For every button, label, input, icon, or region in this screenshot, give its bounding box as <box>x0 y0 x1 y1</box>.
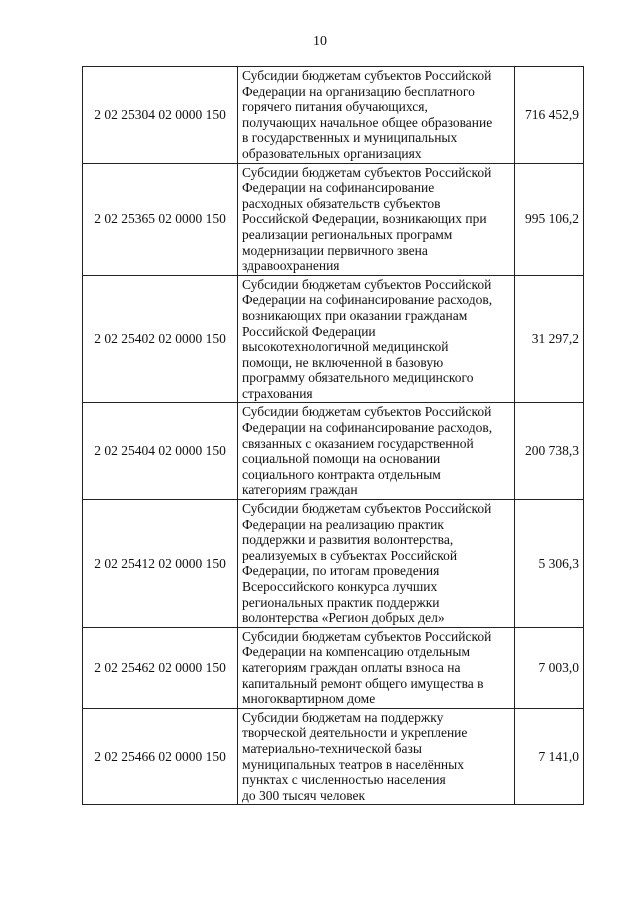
description-line: в государственных и муниципальных <box>242 130 458 146</box>
description-line: творческой деятельности и укрепление <box>242 725 468 741</box>
table-row <box>83 627 584 708</box>
description-line: региональных практик поддержки <box>242 594 440 610</box>
income-code-cell: 2 02 25404 02 0000 150 <box>83 403 238 500</box>
description-line: связанных с оказанием государственной <box>242 435 474 451</box>
income-code-cell: 2 02 25466 02 0000 150 <box>83 708 238 805</box>
income-code-cell: 2 02 25304 02 0000 150 <box>83 67 238 164</box>
table-row <box>83 403 584 500</box>
amount-cell: 31 297,2 <box>515 275 584 403</box>
description-line: Субсидии бюджетам субъектов Российской <box>242 276 492 292</box>
description-line: Федерации, по итогам проведения <box>242 563 440 579</box>
description-line: Субсидии бюджетам субъектов Российской <box>242 628 492 644</box>
budget-table-body <box>83 67 584 805</box>
description-line: реализуемых в субъектах Российской <box>242 547 458 563</box>
description-cell <box>238 163 515 275</box>
description-line: категориям граждан оплаты взноса на <box>242 659 461 675</box>
page-number: 10 <box>313 34 327 49</box>
description-line: многоквартирном доме <box>242 691 376 707</box>
description-cell <box>238 403 515 500</box>
description-line: образовательных организациях <box>242 145 422 161</box>
amount-cell: 995 106,2 <box>515 163 584 275</box>
description-line: Субсидии бюджетам субъектов Российской <box>242 404 492 420</box>
description-line: Субсидии бюджетам субъектов Российской <box>242 164 492 180</box>
description-line: помощи, не включенной в базовую <box>242 354 444 370</box>
description-line: Федерации на организацию бесплатного <box>242 83 475 99</box>
table-row <box>83 275 584 403</box>
description-line: реализации региональных программ <box>242 226 453 242</box>
amount-cell: 5 306,3 <box>515 500 584 628</box>
description-line: расходных обязательств субъектов <box>242 195 441 211</box>
income-code-cell: 2 02 25365 02 0000 150 <box>83 163 238 275</box>
income-code-cell: 2 02 25412 02 0000 150 <box>83 500 238 628</box>
income-code-cell: 2 02 25462 02 0000 150 <box>83 627 238 708</box>
description-line: капитальный ремонт общего имущества в <box>242 675 484 691</box>
table-row <box>83 67 584 164</box>
description-line: здравоохранения <box>242 258 340 274</box>
description-line: Всероссийского конкурса лучших <box>242 579 438 594</box>
description-line: пунктах с численностью населения <box>242 772 446 788</box>
description-line: категориям граждан <box>242 482 358 498</box>
description-line: Федерации на компенсацию отдельным <box>242 644 471 660</box>
description-cell <box>238 500 515 628</box>
description-line: программу обязательного медицинского <box>242 370 474 386</box>
table-row <box>83 708 584 805</box>
description-line: высокотехнологичной медицинской <box>242 339 449 355</box>
description-line: до 300 тысяч человек <box>242 787 366 803</box>
description-line: возникающих при оказании гражданам <box>242 307 468 323</box>
description-line: Субсидии бюджетам субъектов Российской <box>242 501 492 517</box>
description-line: Федерации на реализацию практик <box>242 516 444 532</box>
amount-cell: 7 003,0 <box>515 627 584 708</box>
description-line: Субсидии бюджетам субъектов Российской <box>242 68 492 83</box>
description-line: горячего питания обучающихся, <box>242 99 428 115</box>
description-cell <box>238 627 515 708</box>
description-line: Российской Федерации <box>242 323 376 339</box>
amount-cell: 7 141,0 <box>515 708 584 805</box>
table-row <box>83 500 584 628</box>
description-line: материально-технической базы <box>242 740 422 756</box>
description-line: получающих начальное общее образование <box>242 114 493 130</box>
description-cell <box>238 67 515 164</box>
description-line: социального контракта отдельным <box>242 466 441 482</box>
description-line: муниципальных театров в населённых <box>242 756 464 772</box>
description-line: социальной помощи на основании <box>242 451 441 467</box>
description-line: модернизации первичного звена <box>242 242 428 258</box>
description-line: волонтерства «Регион добрых дел» <box>242 610 445 626</box>
budget-table <box>82 66 584 805</box>
description-line: Федерации на софинансирование <box>242 180 435 196</box>
description-line: страхования <box>242 385 313 401</box>
income-code-cell: 2 02 25402 02 0000 150 <box>83 275 238 403</box>
description-line: Российской Федерации, возникающих при <box>242 211 487 227</box>
table-row <box>83 163 584 275</box>
description-line: Федерации на софинансирование расходов, <box>242 420 493 436</box>
amount-cell: 200 738,3 <box>515 403 584 500</box>
description-line: Федерации на софинансирование расходов, <box>242 292 493 308</box>
description-cell <box>238 275 515 403</box>
amount-cell: 716 452,9 <box>515 67 584 164</box>
description-cell <box>238 708 515 805</box>
description-line: поддержки и развития волонтерства, <box>242 532 454 548</box>
description-line: Субсидии бюджетам на поддержку <box>242 709 444 725</box>
